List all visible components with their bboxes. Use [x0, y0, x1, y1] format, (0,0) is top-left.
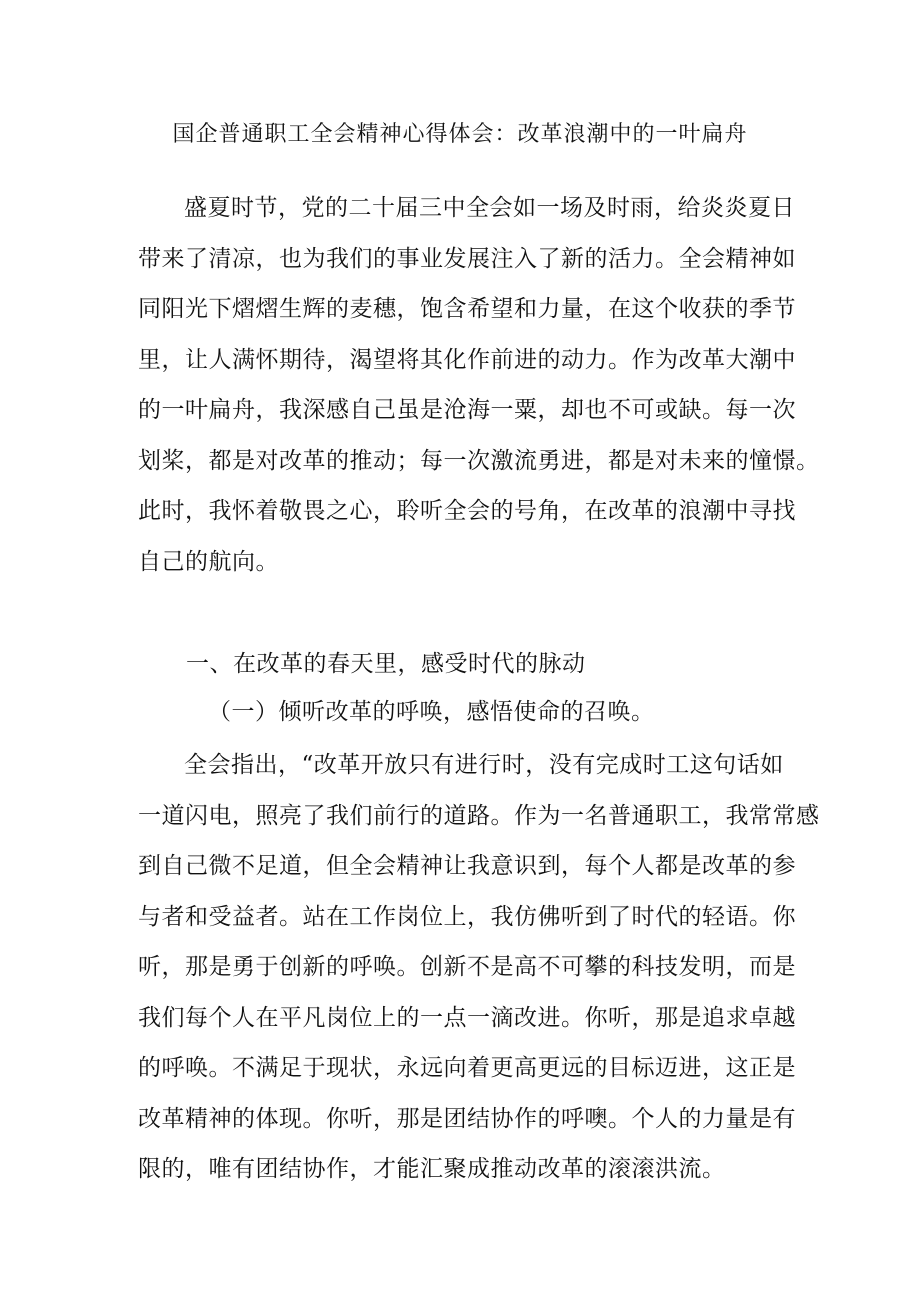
paragraph-line: 带来了清凉，也为我们的事业发展注入了新的活力。全会精神如 — [138, 245, 796, 272]
paragraph-line: 限的，唯有团结协作，才能汇聚成推动改革的滚滚洪流。 — [138, 1156, 726, 1182]
paragraph-line: 到自己微不足道，但全会精神让我意识到，每个人都是改革的参 — [138, 853, 796, 879]
paragraph-line: 里，让人满怀期待，渴望将其化作前进的动力。作为改革大潮中 — [138, 346, 796, 373]
paragraph-line: 我们每个人在平凡岗位上的一点一滴改进。你听，那是追求卓越 — [138, 1004, 796, 1031]
subsection-heading: （一）倾听改革的呼唤，感悟使命的召唤。 — [208, 699, 655, 725]
body-paragraph — [138, 740, 820, 1195]
paragraph-line: 盛夏时节，党的二十届三中全会如一场及时雨，给炎炎夏日 — [184, 195, 795, 221]
paragraph-line: 一道闪电，照亮了我们前行的道路。作为一名普通职工，我常常感 — [138, 802, 820, 829]
paragraph-line: 同阳光下熠熠生辉的麦穗，饱含希望和力量，在这个收获的季节 — [138, 296, 796, 322]
paragraph-line: 改革精神的体现。你听，那是团结协作的呼噢。个人的力量是有 — [138, 1105, 796, 1132]
paragraph-line: 与者和受益者。站在工作岗位上，我仿佛听到了时代的轻语。你 — [138, 903, 796, 930]
paragraph-line: 听，那是勇于创新的呼唤。创新不是高不可攀的科技发明，而是 — [138, 954, 796, 980]
paragraph-line: 全会指出，“改革开放只有进行时，没有完成时工这句话如 — [184, 752, 784, 778]
paragraph-line: 此时，我怀着敬畏之心，聆听全会的号角，在改革的浪潮中寻找 — [138, 498, 796, 524]
section-heading: 一、在改革的春天里，感受时代的脉动 — [186, 651, 586, 677]
paragraph-line: 的一叶扁舟，我深感自己虽是沧海一粟，却也不可或缺。每一次 — [138, 397, 796, 423]
paragraph-line: 划桨，都是对改革的推动；每一次激流勇进，都是对未来的憧憬。 — [138, 447, 820, 474]
paragraph-line: 自己的航向。 — [138, 548, 279, 575]
document-title: 国企普通职工全会精神心得体会：改革浪潮中的一叶扁舟 — [172, 122, 748, 147]
intro-paragraph — [138, 183, 820, 587]
paragraph-line: 的呼唤。不满足于现状，永远向着更高更远的目标迈进，这正是 — [138, 1055, 796, 1081]
